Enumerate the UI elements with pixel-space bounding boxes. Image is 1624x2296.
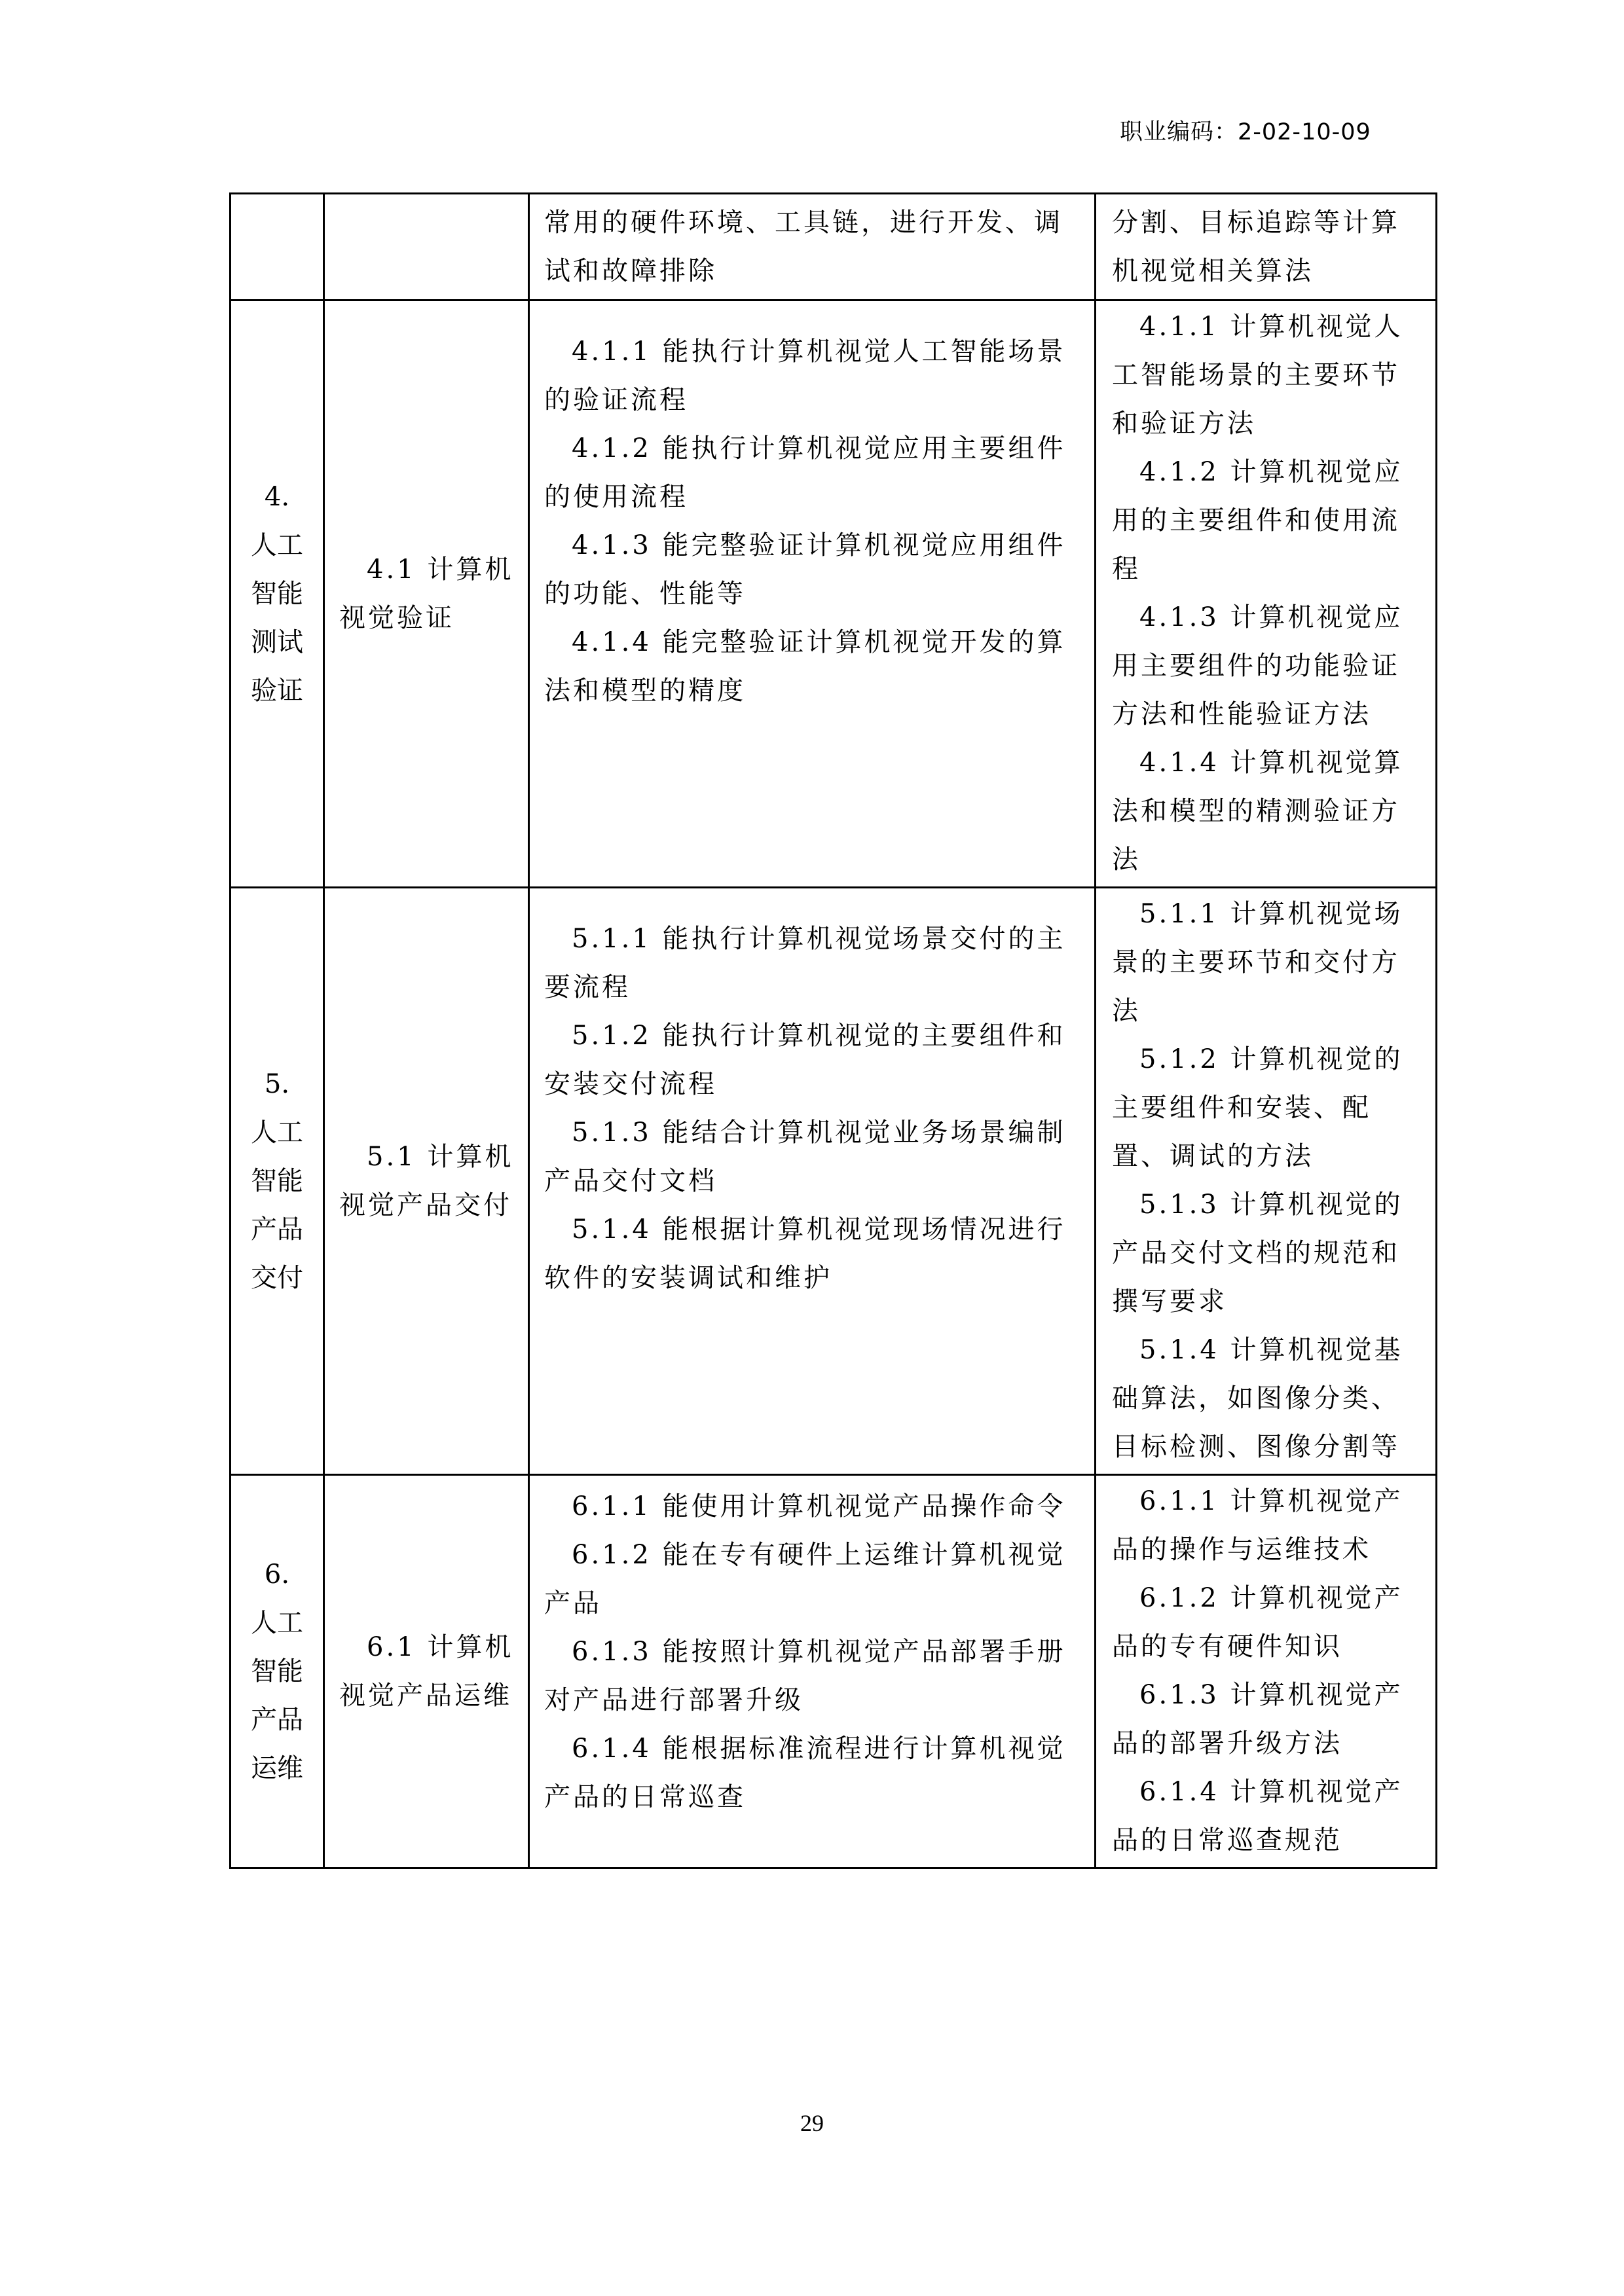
knowledge-item: 4.1.2 计算机视觉应用的主要组件和使用流程 xyxy=(1112,457,1403,584)
table-row xyxy=(231,1475,1437,1868)
skill-item: 6.1.2 能在专有硬件上运维计算机视觉产品 xyxy=(544,1540,1066,1618)
skills-cell xyxy=(529,194,1096,301)
knowledge-item: 5.1.3 计算机视觉的产品交付文档的规范和撰写要求 xyxy=(1112,1190,1403,1317)
unit-label: 6.1 计算机视觉产品运维 xyxy=(339,1632,514,1711)
unit-cell xyxy=(324,888,529,1475)
skill-item: 6.1.3 能按照计算机视觉产品部署手册对产品进行部署升级 xyxy=(544,1637,1066,1715)
table-row xyxy=(231,301,1437,888)
function-cell xyxy=(231,888,324,1475)
skill-item: 6.1.4 能根据标准流程进行计算机视觉产品的日常巡查 xyxy=(544,1734,1066,1812)
knowledge-cell xyxy=(1096,888,1437,1475)
unit-cell xyxy=(324,1475,529,1868)
knowledge-item: 6.1.3 计算机视觉产品的部署升级方法 xyxy=(1112,1680,1403,1758)
knowledge-cell xyxy=(1096,301,1437,888)
knowledge-item: 4.1.4 计算机视觉算法和模型的精测验证方法 xyxy=(1112,748,1403,875)
knowledge-item: 5.1.4 计算机视觉基础算法，如图像分类、目标检测、图像分割等 xyxy=(1112,1335,1403,1462)
function-label-line: 6. xyxy=(264,1559,290,1590)
function-cell xyxy=(231,301,324,888)
function-label-line: 智能 xyxy=(251,1166,303,1196)
knowledge-item: 6.1.4 计算机视觉产品的日常巡查规范 xyxy=(1112,1777,1403,1855)
unit-label: 5.1 计算机视觉产品交付 xyxy=(339,1142,514,1220)
skill-text: 常用的硬件环境、工具链，进行开发、调试和故障排除 xyxy=(544,208,1063,286)
function-label-line: 产品 xyxy=(251,1214,303,1245)
function-label-line: 人工 xyxy=(251,530,303,560)
function-label-line: 测试 xyxy=(251,627,303,657)
page-number: 29 xyxy=(800,2110,824,2136)
knowledge-cell xyxy=(1096,194,1437,301)
knowledge-item: 6.1.1 计算机视觉产品的操作与运维技术 xyxy=(1112,1486,1403,1565)
function-label-line: 智能 xyxy=(251,579,303,609)
unit-cell xyxy=(324,194,529,301)
function-label-line: 产品 xyxy=(251,1705,303,1735)
occupation-code: 职业编码：2-02-10-09 xyxy=(1120,119,1371,145)
skill-item: 4.1.1 能执行计算机视觉人工智能场景的验证流程 xyxy=(544,337,1066,415)
skill-item: 5.1.4 能根据计算机视觉现场情况进行软件的安装调试和维护 xyxy=(544,1214,1066,1293)
knowledge-cell xyxy=(1096,1475,1437,1868)
function-cell xyxy=(231,1475,324,1868)
knowledge-item: 4.1.1 计算机视觉人工智能场景的主要环节和验证方法 xyxy=(1112,312,1403,439)
function-label-line: 智能 xyxy=(251,1656,303,1686)
function-label-line: 交付 xyxy=(251,1263,303,1293)
skills-table xyxy=(229,192,1437,1869)
skills-cell xyxy=(529,888,1096,1475)
table-row xyxy=(231,194,1437,301)
skill-item: 5.1.1 能执行计算机视觉场景交付的主要流程 xyxy=(544,924,1066,1002)
skill-item: 5.1.2 能执行计算机视觉的主要组件和安装交付流程 xyxy=(544,1021,1066,1099)
unit-cell xyxy=(324,301,529,888)
function-cell xyxy=(231,194,324,301)
skills-cell xyxy=(529,301,1096,888)
skill-item: 5.1.3 能结合计算机视觉业务场景编制产品交付文档 xyxy=(544,1118,1066,1196)
knowledge-item: 5.1.2 计算机视觉的主要组件和安装、配置、调试的方法 xyxy=(1112,1044,1403,1171)
skill-item: 6.1.1 能使用计算机视觉产品操作命令 xyxy=(572,1491,1066,1522)
skills-cell xyxy=(529,1475,1096,1868)
function-label-line: 5. xyxy=(264,1069,290,1099)
knowledge-item: 5.1.1 计算机视觉场景的主要环节和交付方法 xyxy=(1112,899,1403,1026)
skill-item: 4.1.4 能完整验证计算机视觉开发的算法和模型的精度 xyxy=(544,627,1066,706)
function-label-line: 人工 xyxy=(251,1608,303,1638)
knowledge-item: 6.1.2 计算机视觉产品的专有硬件知识 xyxy=(1112,1583,1403,1662)
unit-label: 4.1 计算机视觉验证 xyxy=(339,555,514,633)
function-label-line: 运维 xyxy=(251,1753,303,1783)
knowledge-item: 4.1.3 计算机视觉应用主要组件的功能验证方法和性能验证方法 xyxy=(1112,602,1403,729)
table-row xyxy=(231,888,1437,1475)
function-label-line: 验证 xyxy=(251,676,303,706)
function-label-line: 4. xyxy=(264,482,290,512)
skill-item: 4.1.2 能执行计算机视觉应用主要组件的使用流程 xyxy=(544,433,1066,512)
knowledge-text: 分割、目标追踪等计算机视觉相关算法 xyxy=(1112,208,1400,286)
skill-item: 4.1.3 能完整验证计算机视觉应用组件的功能、性能等 xyxy=(544,530,1066,609)
function-label-line: 人工 xyxy=(251,1118,303,1148)
